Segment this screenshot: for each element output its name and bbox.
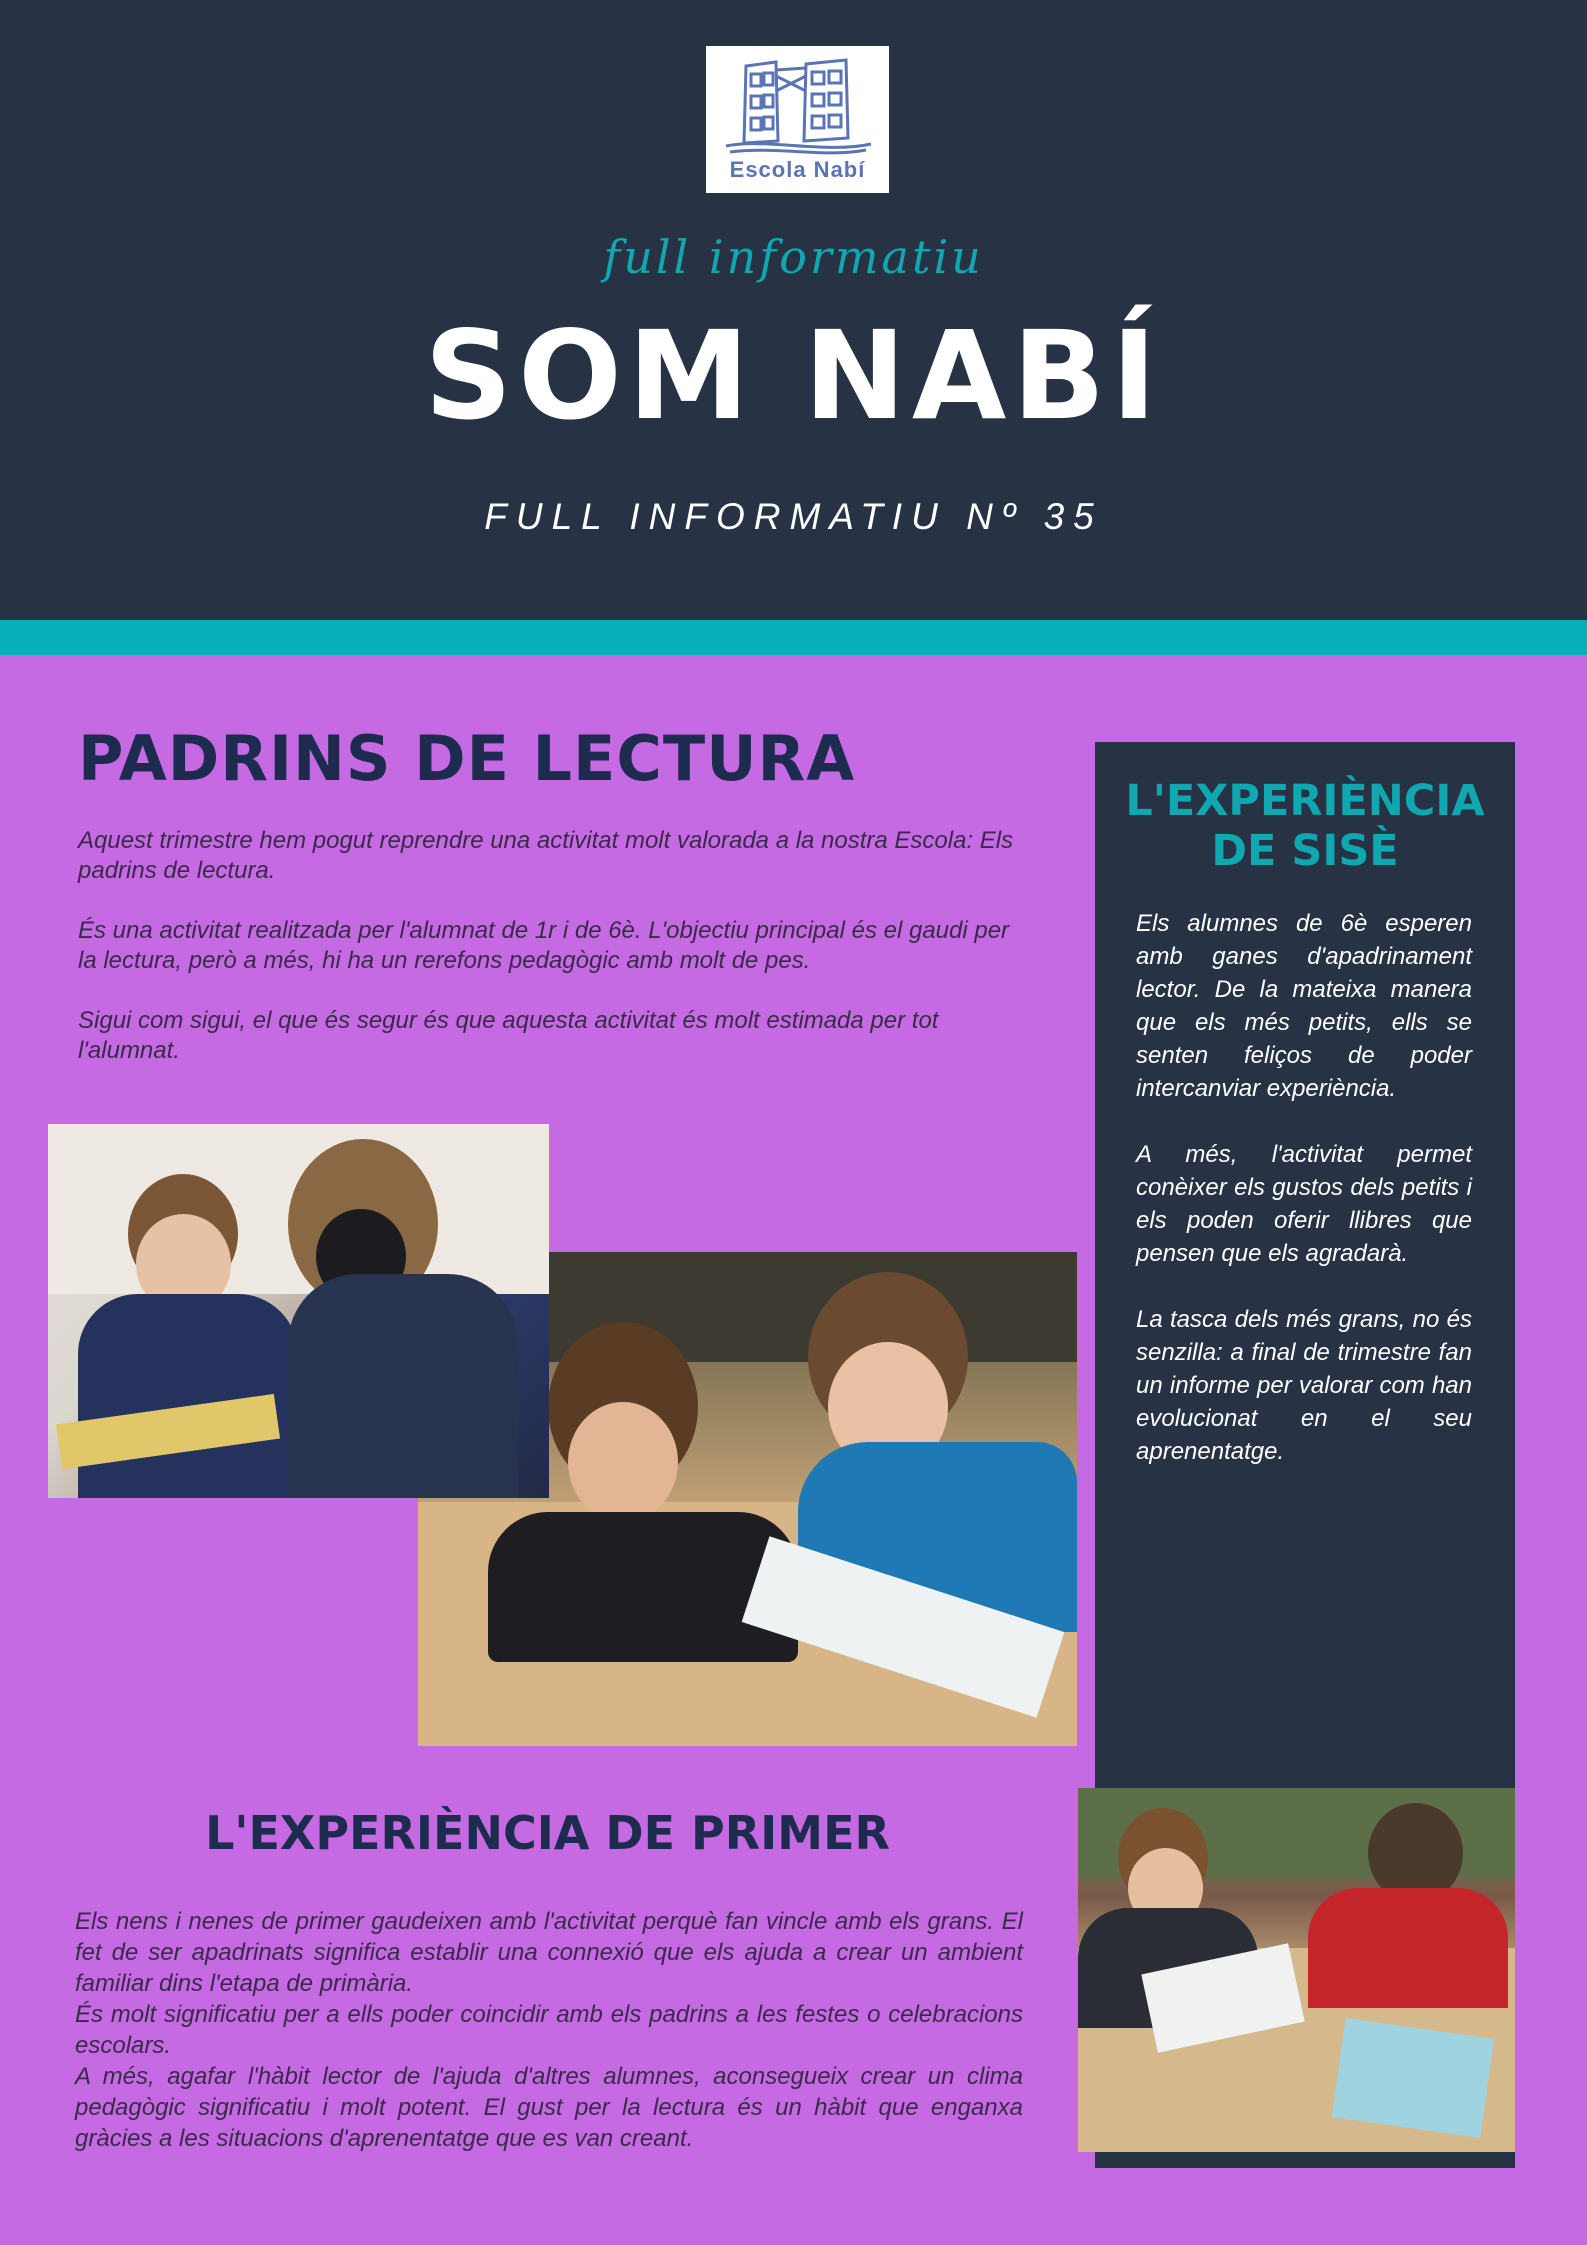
sidebar-heading-line: DE SISÈ bbox=[1211, 826, 1399, 876]
header-divider bbox=[0, 620, 1587, 655]
section-heading-primer: L'EXPERIÈNCIA DE PRIMER bbox=[205, 1806, 890, 1860]
newsletter-title: SOM NABÍ bbox=[424, 305, 1163, 447]
script-subtitle: full informatiu bbox=[603, 230, 984, 284]
sidebar-paragraph: Els alumnes de 6è esperen amb ganes d'apadrinament lector. De la mateixa manera que els més petits, ells se senten feliços de poder intercanviar experiència. bbox=[1136, 910, 1472, 1102]
primer-paragraph: Els nens i nenes de primer gaudeixen amb l'activitat perquè fan vincle amb els grans. El fet de ser apadrinats significa establir una connexió que els ajuda a crear un ambient familiar dins l'etapa de primària. bbox=[75, 1908, 1023, 1997]
section-heading-padrins: PADRINS DE LECTURA bbox=[78, 722, 856, 795]
sidebar-heading-line: L'EXPERIÈNCIA bbox=[1125, 776, 1485, 826]
sidebar-text bbox=[1136, 907, 1472, 1501]
sidebar-heading bbox=[1095, 776, 1515, 876]
sidebar-paragraph: A més, l'activitat permet conèixer els gustos dels petits i els poden oferir llibres que pensen que els agradarà. bbox=[1136, 1141, 1472, 1267]
intro-text bbox=[78, 826, 1028, 1096]
intro-paragraph: Sigui com sigui, el que és segur és que aquesta activitat és molt estimada per tot l'alumnat. bbox=[78, 1007, 939, 1064]
issue-number: FULL INFORMATIU Nº 35 bbox=[484, 496, 1103, 537]
sidebar-paragraph: La tasca dels més grans, no és senzilla: a final de trimestre fan un informe per valorar com han evolucionat en el seu aprenentatge. bbox=[1136, 1306, 1472, 1465]
primer-text bbox=[75, 1906, 1023, 2154]
logo-text: Escola Nabí bbox=[729, 157, 866, 182]
photo-reading-pair bbox=[48, 1124, 549, 1498]
intro-paragraph: És una activitat realitzada per l'alumnat de 1r i de 6è. L'objectiu principal és el gaudi per la lectura, però a més, hi ha un rerefons pedagògic amb molt de pes. bbox=[78, 917, 1010, 974]
primer-paragraph: A més, agafar l'hàbit lector de l'ajuda d'altres alumnes, aconsegueix crear un clima pedagògic significatiu i molt potent. El gust per la lectura és un hàbit que enganxa gràcies a les situacions d'aprenentatge que es van creant. bbox=[75, 2063, 1023, 2152]
primer-paragraph: És molt significatiu per a ells poder coincidir amb els padrins a les festes o celebracions escolars. bbox=[75, 2001, 1023, 2059]
intro-paragraph: Aquest trimestre hem pogut reprendre una activitat molt valorada a la nostra Escola: Els padrins de lectura. bbox=[78, 827, 1014, 884]
school-logo bbox=[706, 46, 889, 193]
photo-sharing-book bbox=[1078, 1788, 1515, 2152]
